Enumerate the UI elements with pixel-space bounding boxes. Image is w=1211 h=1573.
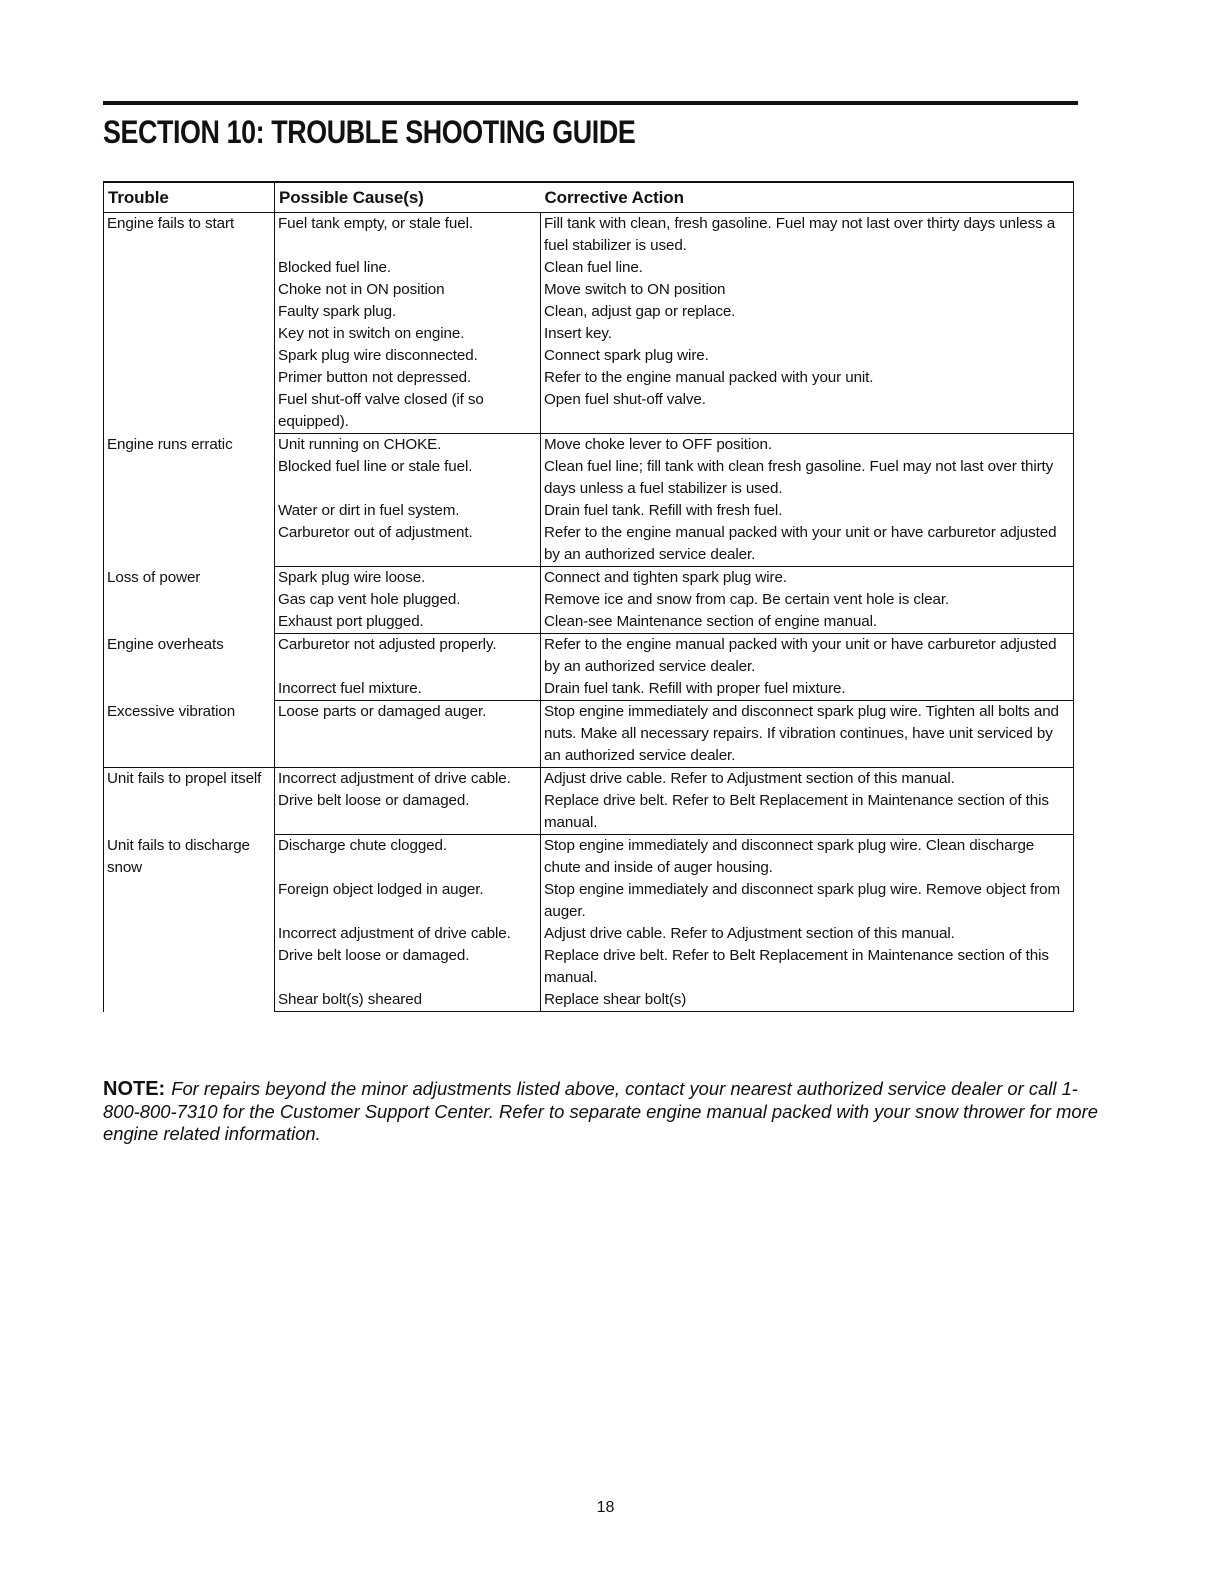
action-cell: Adjust drive cable. Refer to Adjustment section of this manual. xyxy=(541,923,1074,945)
cause-cell: Gas cap vent hole plugged. xyxy=(275,589,541,611)
cause-cell: Water or dirt in fuel system. xyxy=(275,500,541,522)
trouble-cell: Engine overheats xyxy=(104,634,275,701)
action-cell: Connect and tighten spark plug wire. xyxy=(541,567,1074,590)
table-header-row xyxy=(104,182,1074,213)
cause-cell: Spark plug wire loose. xyxy=(275,567,541,590)
table-row xyxy=(104,213,1074,258)
action-cell: Move switch to ON position xyxy=(541,279,1074,301)
action-cell: Refer to the engine manual packed with your unit. xyxy=(541,367,1074,389)
cause-cell: Unit running on CHOKE. xyxy=(275,434,541,457)
cause-cell: Spark plug wire disconnected. xyxy=(275,345,541,367)
trouble-cell: Excessive vibration xyxy=(104,701,275,768)
cause-cell: Key not in switch on engine. xyxy=(275,323,541,345)
action-cell: Insert key. xyxy=(541,323,1074,345)
action-cell: Refer to the engine manual packed with your unit or have carburetor adjusted by an authorized service dealer. xyxy=(541,634,1074,679)
action-cell: Clean fuel line. xyxy=(541,257,1074,279)
cause-cell: Fuel shut-off valve closed (if so equipped). xyxy=(275,389,541,434)
action-cell: Clean, adjust gap or replace. xyxy=(541,301,1074,323)
action-cell: Open fuel shut-off valve. xyxy=(541,389,1074,434)
table-row xyxy=(104,701,1074,768)
header-corrective-action: Corrective Action xyxy=(541,182,1074,213)
action-cell: Replace drive belt. Refer to Belt Replacement in Maintenance section of this manual. xyxy=(541,945,1074,989)
action-cell: Stop engine immediately and disconnect spark plug wire. Tighten all bolts and nuts. Make all necessary repairs. If vibration continues, have unit serviced by an authorized service dealer. xyxy=(541,701,1074,768)
note-paragraph xyxy=(103,1078,1113,1146)
cause-cell: Incorrect adjustment of drive cable. xyxy=(275,923,541,945)
note-label: NOTE: xyxy=(103,1078,166,1100)
section-top-rule xyxy=(103,101,1078,105)
trouble-cell: Loss of power xyxy=(104,567,275,634)
cause-cell: Primer button not depressed. xyxy=(275,367,541,389)
cause-cell: Exhaust port plugged. xyxy=(275,611,541,634)
cause-cell: Blocked fuel line or stale fuel. xyxy=(275,456,541,500)
cause-cell: Carburetor not adjusted properly. xyxy=(275,634,541,679)
action-cell: Move choke lever to OFF position. xyxy=(541,434,1074,457)
page-number: 18 xyxy=(596,1499,615,1516)
trouble-cell: Unit fails to propel itself xyxy=(104,768,275,835)
cause-cell: Fuel tank empty, or stale fuel. xyxy=(275,213,541,258)
table-body xyxy=(104,213,1074,1012)
note-text: For repairs beyond the minor adjustments listed above, contact your nearest authorized service dealer or call 1-800-800-7310 for the Customer Support Center. Refer to separate engine manual packed with your snow thrower for more engine related information. xyxy=(103,1078,1098,1144)
action-cell: Refer to the engine manual packed with your unit or have carburetor adjusted by an authorized service dealer. xyxy=(541,522,1074,567)
cause-cell: Loose parts or damaged auger. xyxy=(275,701,541,768)
action-cell: Adjust drive cable. Refer to Adjustment section of this manual. xyxy=(541,768,1074,791)
table-row xyxy=(104,634,1074,679)
table-row xyxy=(104,434,1074,457)
troubleshooting-table xyxy=(103,181,1074,1012)
section-title: SECTION 10: TROUBLE SHOOTING GUIDE xyxy=(103,114,636,150)
action-cell: Fill tank with clean, fresh gasoline. Fuel may not last over thirty days unless a fuel stabilizer is used. xyxy=(541,213,1074,258)
header-possible-causes: Possible Cause(s) xyxy=(275,182,541,213)
action-cell: Clean-see Maintenance section of engine manual. xyxy=(541,611,1074,634)
cause-cell: Drive belt loose or damaged. xyxy=(275,945,541,989)
action-cell: Stop engine immediately and disconnect spark plug wire. Remove object from auger. xyxy=(541,879,1074,923)
cause-cell: Shear bolt(s) sheared xyxy=(275,989,541,1012)
table-row xyxy=(104,768,1074,791)
table-row xyxy=(104,835,1074,880)
cause-cell: Incorrect adjustment of drive cable. xyxy=(275,768,541,791)
action-cell: Remove ice and snow from cap. Be certain vent hole is clear. xyxy=(541,589,1074,611)
cause-cell: Drive belt loose or damaged. xyxy=(275,790,541,835)
table-row xyxy=(104,567,1074,590)
header-trouble: Trouble xyxy=(104,182,275,213)
cause-cell: Incorrect fuel mixture. xyxy=(275,678,541,701)
trouble-cell: Engine runs erratic xyxy=(104,434,275,567)
action-cell: Replace shear bolt(s) xyxy=(541,989,1074,1012)
trouble-cell: Engine fails to start xyxy=(104,213,275,434)
cause-cell: Choke not in ON position xyxy=(275,279,541,301)
trouble-cell: Unit fails to discharge snow xyxy=(104,835,275,1012)
cause-cell: Faulty spark plug. xyxy=(275,301,541,323)
action-cell: Drain fuel tank. Refill with proper fuel mixture. xyxy=(541,678,1074,701)
cause-cell: Foreign object lodged in auger. xyxy=(275,879,541,923)
cause-cell: Discharge chute clogged. xyxy=(275,835,541,880)
action-cell: Connect spark plug wire. xyxy=(541,345,1074,367)
action-cell: Stop engine immediately and disconnect spark plug wire. Clean discharge chute and inside of auger housing. xyxy=(541,835,1074,880)
action-cell: Drain fuel tank. Refill with fresh fuel. xyxy=(541,500,1074,522)
action-cell: Clean fuel line; fill tank with clean fresh gasoline. Fuel may not last over thirty days unless a fuel stabilizer is used. xyxy=(541,456,1074,500)
cause-cell: Carburetor out of adjustment. xyxy=(275,522,541,567)
action-cell: Replace drive belt. Refer to Belt Replacement in Maintenance section of this manual. xyxy=(541,790,1074,835)
cause-cell: Blocked fuel line. xyxy=(275,257,541,279)
